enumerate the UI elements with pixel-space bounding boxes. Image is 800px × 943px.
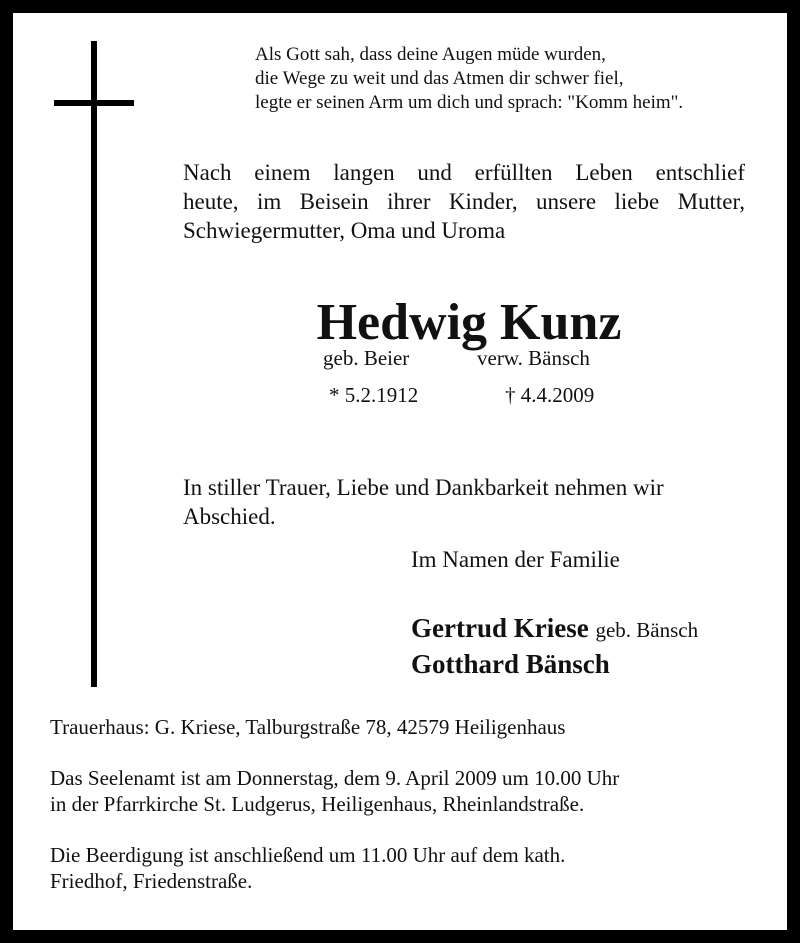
burial-line: Die Beerdigung ist anschließend um 11.00 Uhr auf dem kath. bbox=[50, 843, 566, 867]
motto-line: die Wege zu weit und das Atmen dir schwer fiel, bbox=[255, 68, 624, 89]
requiem-line: Das Seelenamt ist am Donnerstag, dem 9. April 2009 um 10.00 Uhr bbox=[50, 766, 620, 790]
mourning-line: Abschied. bbox=[183, 504, 276, 529]
intro-line: heute, im Beisein ihrer Kinder, unsere liebe Mutter, bbox=[183, 189, 745, 214]
motto-line: Als Gott sah, dass deine Augen müde wurden, bbox=[255, 44, 606, 65]
signatory bbox=[411, 611, 698, 647]
requiem-line: in der Pfarrkirche St. Ludgerus, Heiligenhaus, Rheinlandstraße. bbox=[50, 792, 585, 816]
obituary-notice bbox=[13, 13, 787, 930]
signatory-name: Gotthard Bänsch bbox=[411, 649, 610, 679]
intro-line: Nach einem langen und erfüllten Leben entschlief bbox=[183, 160, 745, 185]
motto-verse bbox=[255, 43, 683, 115]
death-date: † 4.4.2009 bbox=[505, 383, 595, 407]
birth-date: * 5.2.1912 bbox=[329, 383, 419, 407]
intro-line: Schwiegermutter, Oma und Uroma bbox=[183, 218, 506, 243]
signatories bbox=[411, 611, 698, 681]
mourning-house: Trauerhaus: G. Kriese, Talburgstraße 78, 42579 Heiligenhaus bbox=[50, 715, 566, 739]
family-label: Im Namen der Familie bbox=[411, 547, 620, 572]
intro-text bbox=[183, 158, 745, 245]
cross-icon bbox=[91, 41, 97, 687]
maiden-name: geb. Beier bbox=[323, 346, 410, 370]
burial-info bbox=[50, 842, 565, 894]
requiem-info bbox=[50, 765, 619, 817]
signatory-note: geb. Bänsch bbox=[595, 618, 699, 642]
signatory bbox=[411, 647, 698, 681]
widowed-name: verw. Bänsch bbox=[477, 346, 590, 370]
signatory-name: Gertrud Kriese bbox=[411, 613, 589, 643]
burial-line: Friedhof, Friedenstraße. bbox=[50, 869, 253, 893]
mourning-text bbox=[183, 473, 664, 531]
mourning-line: In stiller Trauer, Liebe und Dankbarkeit nehmen wir bbox=[183, 475, 664, 500]
motto-line: legte er seinen Arm um dich und sprach: "Komm heim". bbox=[255, 92, 684, 113]
cross-icon-bar bbox=[54, 100, 134, 106]
deceased-name: Hedwig Kunz bbox=[316, 294, 622, 351]
